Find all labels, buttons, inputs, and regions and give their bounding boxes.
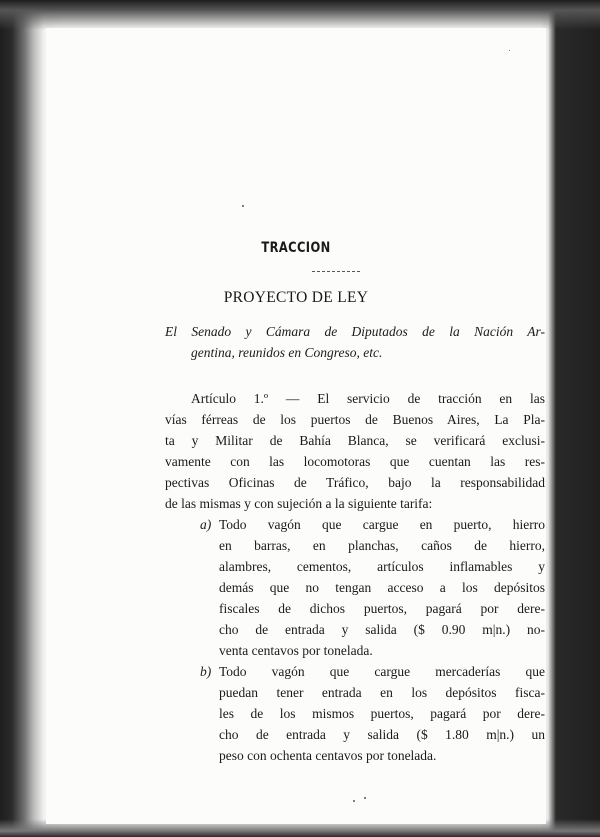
list-item-b bbox=[200, 661, 545, 766]
article-line: vamente con las locomotoras que cuentan las res- bbox=[165, 454, 545, 469]
item-line: fiscales de dichos puertos, pagará por dere- bbox=[219, 601, 545, 616]
item-line: cho de entrada y salida ($ 0.90 m|n.) no- bbox=[219, 622, 545, 637]
page-title: TRACCION bbox=[261, 240, 331, 256]
item-line: venta centavos por tonelada. bbox=[219, 643, 373, 658]
top-edge-shadow bbox=[0, 0, 600, 30]
article-line: vías férreas de los puertos de Buenos Aires, La Pla- bbox=[165, 412, 545, 427]
preamble-line: El Senado y Cámara de Diputados de la Nación Ar- bbox=[165, 324, 545, 339]
item-line: puedan tener entrada en los depósitos fisca- bbox=[219, 685, 545, 700]
title-divider bbox=[312, 271, 360, 273]
article-line: pectivas Oficinas de Tráfico, bajo la responsabilidad bbox=[165, 475, 545, 490]
article-body bbox=[165, 388, 545, 766]
item-marker: b) bbox=[200, 664, 212, 679]
item-line: cho de entrada y salida ($ 1.80 m|n.) un bbox=[219, 727, 545, 742]
item-marker: a) bbox=[200, 517, 212, 532]
item-line: peso con ochenta centavos por tonelada. bbox=[219, 748, 437, 763]
item-line: demás que no tengan acceso a los depósitos bbox=[219, 580, 545, 595]
scan-speck bbox=[509, 50, 510, 51]
preamble-line: gentina, reunidos en Congreso, etc. bbox=[191, 345, 383, 360]
document-page bbox=[46, 28, 546, 824]
scan-speck bbox=[242, 205, 244, 207]
scan-speck bbox=[353, 800, 355, 802]
scan-speck bbox=[364, 797, 366, 799]
article-line: de las mismas y con sujeción a la siguiente tarifa: bbox=[165, 496, 433, 511]
item-line: les de los mismos puertos, pagará por dere- bbox=[219, 706, 545, 721]
page-subtitle: PROYECTO DE LEY bbox=[223, 289, 369, 306]
item-line: Todo vagón que cargue mercaderías que bbox=[219, 664, 545, 679]
item-line: alambres, cementos, artículos inflamables y bbox=[219, 559, 545, 574]
article-line: Artículo 1.º — El servicio de tracción en las bbox=[191, 391, 545, 406]
preamble bbox=[165, 321, 545, 363]
item-line: Todo vagón que cargue en puerto, hierro bbox=[219, 517, 545, 532]
article-line: ta y Militar de Bahía Blanca, se verificará exclusi- bbox=[165, 433, 545, 448]
item-line: en barras, en planchas, caños de hierro, bbox=[219, 538, 545, 553]
list-item-a bbox=[200, 514, 545, 661]
